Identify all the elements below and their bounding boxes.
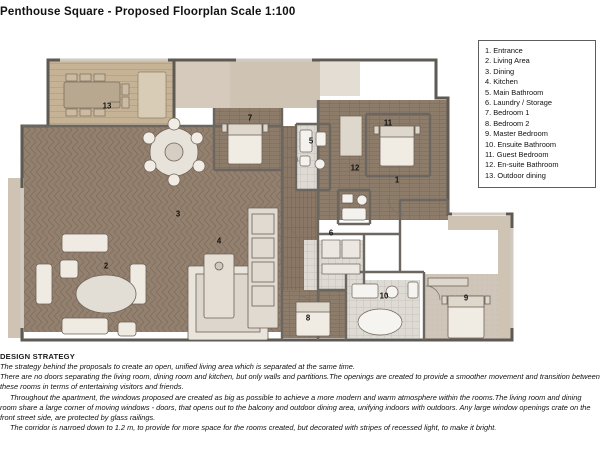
design-strategy-paragraph: Throughout the apartment, the windows proposed are created as big as possible to achieve a more modern and warm atmosphere within the rooms.The living room and dining room share a large corner of moving windows - doors, that opens out to the balcony and outdoor dining area, unifying indoors with outdoors. Any large window openings crate on the front street side, are protected by glass railings. [0, 392, 591, 423]
legend-item-ensuite-bathroom: 10. Ensuite Bathroom [485, 139, 557, 149]
room-marker: 4 [216, 236, 222, 246]
floorplan-drawing [0, 28, 560, 348]
legend-item-outdoor-dining: 13. Outdoor dining [485, 170, 546, 180]
room-marker: 2 [103, 261, 109, 271]
design-strategy-paragraph: The strategy behind the proposals to create an open, unified living area which is separated at the same time. [0, 362, 355, 371]
design-strategy-paragraph: The corridor is narroed down to 1.2 m, to provide for more space for the rooms created, but decorated with stripes of recessed light, to make it bright. [10, 423, 497, 433]
legend-item-master-bedroom: 9. Master Bedroom [485, 129, 548, 139]
room-marker: 11 [383, 118, 393, 128]
legend-item-dining: 3. Dining [485, 66, 515, 76]
room-marker: 1 [394, 175, 400, 185]
design-strategy-paragraph: There are no doors separating the living room, dining room and kitchen, but only walls and partitions.The openings are created to provide a smoother movement and transition between these rooms in terms of entertaining visitors and friends. [0, 372, 600, 392]
legend-item-en-suite-bathroom: 12. En-suite Bathroom [485, 160, 559, 170]
legend-item-laundry-storage: 6. Laundry / Storage [485, 98, 552, 108]
legend-item-bedroom-1: 7. Bedroom 1 [485, 108, 530, 118]
room-marker: 3 [175, 209, 181, 219]
legend-item-main-bathroom: 5. Main Bathroom [485, 87, 544, 97]
room-marker: 5 [308, 136, 314, 146]
room-marker: 9 [463, 293, 469, 303]
legend-list [485, 46, 589, 181]
legend-item-bedroom-2: 8. Bedroom 2 [485, 118, 530, 128]
room-marker: 6 [328, 228, 334, 238]
legend [478, 40, 596, 188]
page-title: Penthouse Square - Proposed Floorplan Scale 1:100 [0, 6, 296, 18]
design-strategy [0, 352, 600, 433]
legend-item-guest-bedroom: 11. Guest Bedroom [485, 150, 549, 160]
floorplan-svg [0, 28, 560, 348]
room-marker: 10 [379, 291, 389, 301]
room-marker: 12 [350, 163, 360, 173]
room-marker: 13 [102, 101, 112, 111]
room-marker: 7 [247, 113, 253, 123]
legend-item-entrance: 1. Entrance [485, 46, 523, 55]
room-marker: 8 [305, 313, 311, 323]
design-strategy-heading: DESIGN STRATEGY [0, 352, 76, 361]
legend-item-kitchen: 4. Kitchen [485, 77, 518, 87]
legend-item-living-area: 2. Living Area [485, 56, 530, 66]
